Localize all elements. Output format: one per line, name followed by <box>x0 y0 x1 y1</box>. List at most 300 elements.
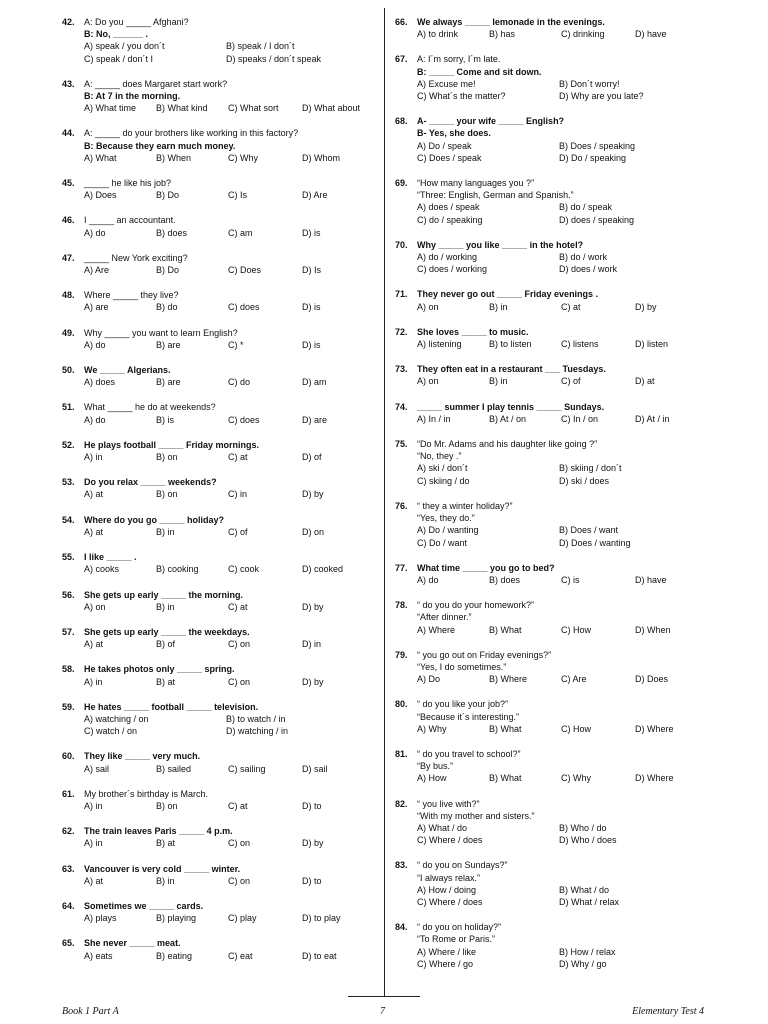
answer-option: C) Where / does <box>417 835 483 846</box>
question-body <box>417 698 715 735</box>
question-body <box>417 115 715 164</box>
question-body <box>84 663 374 687</box>
answer-option: C) skiing / do <box>417 475 470 486</box>
answer-option: D) by <box>302 489 324 500</box>
answer-option: D) What / relax <box>559 896 620 907</box>
question-text: B: _____ Come and sit down. <box>417 66 542 77</box>
answer-options <box>84 950 374 962</box>
answer-option: B) are <box>156 377 181 388</box>
question-item <box>395 401 715 425</box>
question-body <box>84 788 374 812</box>
answer-option: C) does <box>228 414 260 425</box>
answer-options <box>84 152 374 164</box>
question-item <box>62 127 370 164</box>
answer-option: C) on <box>228 639 251 650</box>
answer-option: A) do / working <box>417 252 478 263</box>
question-item <box>62 476 370 500</box>
question-text: “ they a winter holiday?” <box>417 500 513 511</box>
answer-option: A) What time <box>84 103 137 114</box>
answer-option: C) In / on <box>561 413 599 424</box>
answer-options <box>84 189 374 201</box>
question-body <box>84 825 374 849</box>
question-item <box>395 239 715 276</box>
question-text: “Three: English, German and Spanish.” <box>417 190 574 201</box>
answer-option: B) When <box>156 152 192 163</box>
answer-options <box>84 912 374 924</box>
answer-option: C) Is <box>228 190 247 201</box>
question-number: 58. <box>62 664 75 675</box>
question-number: 84. <box>395 922 408 933</box>
question-text: “Yes, I do sometimes.” <box>417 661 507 672</box>
question-number: 55. <box>62 552 75 563</box>
answer-option: D) is <box>302 227 321 238</box>
answer-option: B) skiing / don´t <box>559 463 622 474</box>
question-item <box>395 438 715 487</box>
answer-option: A) do <box>84 414 106 425</box>
question-body <box>84 551 374 575</box>
answer-option: B) does <box>489 574 521 585</box>
answer-option: A) listening <box>417 339 462 350</box>
answer-option: B) in <box>489 301 508 312</box>
question-body <box>417 438 715 487</box>
answer-option: B) do <box>156 302 178 313</box>
question-text: My brother´s birthday is March. <box>84 788 209 799</box>
question-text: A- _____ your wife _____ English? <box>417 116 565 127</box>
question-number: 69. <box>395 178 408 189</box>
question-text: “Do Mr. Adams and his daughter like going ?” <box>417 439 598 450</box>
answer-option: B) on <box>156 489 178 500</box>
answer-option: C) Where / go <box>417 958 474 969</box>
answer-option: B) Does / speaking <box>559 140 636 151</box>
answer-option: B) What kind <box>156 103 208 114</box>
answer-options <box>84 40 370 64</box>
question-body <box>84 863 374 887</box>
question-text: “No, they .” <box>417 451 462 462</box>
question-item <box>395 798 715 847</box>
question-text: Where do you go _____ holiday? <box>84 514 225 525</box>
question-body <box>84 750 374 774</box>
answer-option: D) by <box>302 676 324 687</box>
answer-option: B) on <box>156 452 178 463</box>
answer-option: B) eating <box>156 950 193 961</box>
question-text: Sometimes we _____ cards. <box>84 900 204 911</box>
answer-option: A) plays <box>84 913 117 924</box>
question-item <box>395 562 715 586</box>
answer-option: D) cooked <box>302 564 344 575</box>
question-number: 73. <box>395 364 408 375</box>
question-number: 72. <box>395 326 408 337</box>
answer-options <box>84 526 374 538</box>
answer-option: C) of <box>228 526 248 537</box>
answer-option: A) watching / on <box>84 713 149 724</box>
answer-option: D) Are <box>302 190 328 201</box>
question-number: 75. <box>395 439 408 450</box>
answer-options <box>84 227 374 239</box>
question-text: “With my mother and sisters.” <box>417 810 535 821</box>
answer-options <box>417 251 715 275</box>
answer-option: D) Why / go <box>559 958 607 969</box>
answer-option: D) to <box>302 800 322 811</box>
answer-option: C) Where / does <box>417 896 483 907</box>
answer-option: A) Why <box>417 723 447 734</box>
question-number: 57. <box>62 626 75 637</box>
answer-option: D) by <box>302 838 324 849</box>
question-item <box>395 500 715 549</box>
question-number: 70. <box>395 239 408 250</box>
question-body <box>417 599 715 636</box>
question-number: 60. <box>62 751 75 762</box>
answer-option: C) is <box>561 574 580 585</box>
answer-option: A) Where / like <box>417 946 477 957</box>
answer-option: C) Are <box>561 674 587 685</box>
answer-option: C) eat <box>228 950 253 961</box>
question-number: 49. <box>62 327 75 338</box>
question-item <box>62 551 370 575</box>
question-body <box>84 937 374 961</box>
question-item <box>62 937 370 961</box>
answer-options <box>84 376 374 388</box>
answer-option: A) do <box>417 574 439 585</box>
question-item <box>395 599 715 636</box>
question-text: They never go out _____ Friday evenings . <box>417 289 599 300</box>
answer-option: A) ski / don´t <box>417 463 468 474</box>
answer-options <box>417 946 715 970</box>
answer-option: B) at <box>156 838 176 849</box>
answer-option: C) What sort <box>228 103 279 114</box>
answer-option: C) speak / don´t I <box>84 53 154 64</box>
answer-option: D) at <box>635 376 655 387</box>
answer-option: D) is <box>302 339 321 350</box>
answer-option: B) to listen <box>489 339 532 350</box>
answer-option: B) on <box>156 800 178 811</box>
question-number: 76. <box>395 500 408 511</box>
answer-options <box>84 875 374 887</box>
question-text: They often eat in a restaurant ___ Tuesdays. <box>417 364 606 375</box>
answer-options <box>84 451 374 463</box>
answer-option: D) have <box>635 29 667 40</box>
question-body <box>417 53 715 102</box>
question-text: _____ New York exciting? <box>84 252 188 263</box>
question-text: “ do you do your homework?” <box>417 600 535 611</box>
answer-option: D) Why are you late? <box>559 91 644 102</box>
question-text: I like _____ . <box>84 552 137 563</box>
question-text: “ you live with?” <box>417 798 480 809</box>
answer-option: C) at <box>228 452 248 463</box>
answer-options <box>84 414 374 426</box>
answer-option: C) How <box>561 723 592 734</box>
question-text: “ you go out on Friday evenings?” <box>417 649 552 660</box>
question-item <box>395 53 715 102</box>
answer-options <box>84 763 374 775</box>
question-number: 44. <box>62 128 75 139</box>
question-body <box>84 476 374 500</box>
question-text: We always _____ lemonade in the evenings. <box>417 17 605 27</box>
answer-option: D) to <box>302 875 322 886</box>
answer-option: B) playing <box>156 913 197 924</box>
question-body <box>84 127 374 164</box>
question-text: She gets up early _____ the weekdays. <box>84 626 250 637</box>
answer-option: C) How <box>561 624 592 635</box>
question-item <box>62 78 370 115</box>
question-number: 77. <box>395 562 408 573</box>
answer-option: A) What <box>84 152 117 163</box>
answer-option: A) does / speak <box>417 202 480 213</box>
question-body <box>417 859 715 908</box>
answer-option: C) cook <box>228 564 260 575</box>
answer-option: B) at <box>156 676 176 687</box>
question-item <box>395 859 715 908</box>
question-number: 50. <box>62 365 75 376</box>
question-number: 66. <box>395 17 408 27</box>
question-body <box>417 326 715 350</box>
answer-option: A) at <box>84 526 104 537</box>
question-item <box>62 252 370 276</box>
answer-option: D) Who / does <box>559 835 617 846</box>
question-text: Vancouver is very cold _____ winter. <box>84 863 241 874</box>
answer-option: A) How <box>417 773 447 784</box>
answer-option: B) Who / do <box>559 822 607 833</box>
answer-option: A) Do / wanting <box>417 525 479 536</box>
answer-option: A) speak / you don´t <box>84 41 165 52</box>
answer-option: B) Do <box>156 265 180 276</box>
answer-option: D) does / speaking <box>559 214 635 225</box>
question-item <box>62 589 370 613</box>
answer-option: B) are <box>156 339 181 350</box>
question-body <box>417 748 715 785</box>
answer-option: D) by <box>635 301 657 312</box>
answer-option: D) speaks / don´t speak <box>226 53 322 64</box>
question-number: 56. <box>62 589 75 600</box>
answer-option: D) Is <box>302 265 321 276</box>
answer-option: C) watch / on <box>84 726 138 737</box>
question-number: 47. <box>62 252 75 263</box>
answer-options <box>417 338 715 350</box>
question-body <box>417 177 715 226</box>
question-text: B: At 7 in the morning. <box>84 91 181 102</box>
question-item <box>395 326 715 350</box>
footer-rule <box>348 996 420 997</box>
answer-option: B) Do <box>156 190 180 201</box>
question-item <box>395 288 715 312</box>
question-number: 67. <box>395 54 408 65</box>
answer-option: A) Does <box>84 190 117 201</box>
question-number: 46. <box>62 215 75 226</box>
answer-option: C) sailing <box>228 763 266 774</box>
answer-options <box>417 140 715 164</box>
question-number: 45. <box>62 178 75 189</box>
footer-test-label: Elementary Test 4 <box>632 1006 704 1017</box>
answer-option: A) on <box>417 376 439 387</box>
answer-option: B) Does / want <box>559 525 619 536</box>
question-text: B- Yes, she does. <box>417 128 491 139</box>
question-column-right <box>395 16 715 970</box>
answer-options <box>417 28 715 40</box>
question-item <box>62 327 370 351</box>
answer-option: D) by <box>302 601 324 612</box>
answer-option: A) Are <box>84 265 110 276</box>
answer-option: C) * <box>228 339 244 350</box>
answer-options <box>84 601 374 613</box>
column-divider <box>384 8 385 996</box>
question-item <box>395 363 715 387</box>
answer-option: D) in <box>302 639 322 650</box>
answer-options <box>84 713 370 737</box>
answer-option: B) At / on <box>489 413 527 424</box>
question-body <box>84 364 374 388</box>
question-body <box>84 589 374 613</box>
question-body <box>84 701 370 738</box>
answer-option: A) do <box>84 227 106 238</box>
answer-option: B) in <box>156 526 175 537</box>
question-item <box>62 16 370 65</box>
answer-option: D) Where <box>635 773 674 784</box>
answer-option: B) do / work <box>559 252 608 263</box>
answer-option: B) Where <box>489 674 528 685</box>
answer-option: B) in <box>156 875 175 886</box>
question-text: A: _____ do your brothers like working in this factory? <box>84 128 299 139</box>
question-number: 83. <box>395 860 408 871</box>
question-text: B: Because they earn much money. <box>84 140 236 151</box>
question-body <box>84 401 374 425</box>
answer-options <box>417 772 715 784</box>
answer-option: D) What about <box>302 103 361 114</box>
question-text: “To Rome or Paris.” <box>417 934 496 945</box>
question-item <box>62 177 370 201</box>
answer-option: D) Does <box>635 674 669 685</box>
answer-options <box>84 102 374 114</box>
question-item <box>62 750 370 774</box>
answer-option: A) in <box>84 800 103 811</box>
answer-option: D) sail <box>302 763 328 774</box>
answer-options <box>84 301 374 313</box>
question-text: “Yes, they do.” <box>417 513 475 524</box>
question-body <box>84 289 374 313</box>
answer-option: A) at <box>84 875 104 886</box>
question-text: What _____ he do at weekends? <box>84 402 216 413</box>
answer-option: B) What <box>489 723 522 734</box>
question-text: “ do you travel to school?” <box>417 748 521 759</box>
answer-option: C) at <box>228 800 248 811</box>
answer-options <box>417 822 715 846</box>
question-number: 62. <box>62 826 75 837</box>
question-body <box>417 798 715 847</box>
question-item <box>395 177 715 226</box>
question-number: 79. <box>395 649 408 660</box>
answer-option: D) is <box>302 302 321 313</box>
answer-option: B) of <box>156 639 176 650</box>
answer-option: A) on <box>84 601 106 612</box>
question-item <box>62 825 370 849</box>
question-body <box>84 177 374 201</box>
answer-option: A) in <box>84 452 103 463</box>
question-body <box>417 401 715 425</box>
question-number: 48. <box>62 290 75 301</box>
answer-options <box>84 264 374 276</box>
answer-options <box>417 723 715 735</box>
answer-option: D) does / work <box>559 264 618 275</box>
question-text: The train leaves Paris _____ 4 p.m. <box>84 826 233 837</box>
question-body <box>84 439 374 463</box>
question-text: They like _____ very much. <box>84 751 201 762</box>
answer-option: D) Do / speaking <box>559 152 627 163</box>
answer-option: A) In / in <box>417 413 451 424</box>
answer-option: B) do / speak <box>559 202 613 213</box>
question-item <box>62 439 370 463</box>
answer-options <box>417 673 715 685</box>
answer-option: C) drinking <box>561 29 605 40</box>
answer-options <box>417 462 715 486</box>
answer-option: D) Where <box>635 723 674 734</box>
question-number: 80. <box>395 699 408 710</box>
answer-option: A) does <box>84 377 116 388</box>
answer-options <box>417 413 715 425</box>
answer-option: B) does <box>156 227 188 238</box>
question-body <box>84 16 370 65</box>
answer-options <box>417 375 715 387</box>
question-item <box>62 289 370 313</box>
answer-option: C) on <box>228 875 251 886</box>
question-text: She gets up early _____ the morning. <box>84 589 244 600</box>
answer-options <box>84 638 374 650</box>
answer-option: C) at <box>561 301 581 312</box>
question-item <box>62 364 370 388</box>
question-text: She never _____ meat. <box>84 938 181 949</box>
question-number: 64. <box>62 900 75 911</box>
answer-options <box>417 624 715 636</box>
answer-option: D) are <box>302 414 328 425</box>
answer-option: A) to drink <box>417 29 459 40</box>
question-text: Where _____ they live? <box>84 290 179 301</box>
question-body <box>84 214 374 238</box>
question-number: 54. <box>62 514 75 525</box>
answer-option: D) to play <box>302 913 341 924</box>
question-item <box>62 214 370 238</box>
answer-option: B) What / do <box>559 884 610 895</box>
question-text: “I always relax.” <box>417 872 481 883</box>
question-text: A: Do you _____ Afghani? <box>84 17 189 27</box>
question-body <box>417 16 715 40</box>
question-item <box>62 900 370 924</box>
question-text: A: I´m sorry, I´m late. <box>417 54 501 65</box>
answer-options <box>84 339 374 351</box>
answer-option: B) speak / I don´t <box>226 41 295 52</box>
question-number: 82. <box>395 798 408 809</box>
question-text: “ do you like your job?” <box>417 699 509 710</box>
answer-option: C) does / working <box>417 264 488 275</box>
question-text: “ do you on Sundays?” <box>417 860 508 871</box>
question-column-left <box>62 16 370 962</box>
question-item <box>62 863 370 887</box>
question-body <box>84 900 374 924</box>
answer-option: A) at <box>84 639 104 650</box>
question-number: 68. <box>395 116 408 127</box>
question-body <box>84 514 374 538</box>
answer-option: D) Whom <box>302 152 340 163</box>
answer-options <box>84 563 374 575</box>
question-number: 51. <box>62 402 75 413</box>
answer-option: B) cooking <box>156 564 199 575</box>
question-body <box>417 363 715 387</box>
answer-options <box>84 837 374 849</box>
answer-option: A) sail <box>84 763 110 774</box>
footer-page-number: 7 <box>380 1006 385 1017</box>
answer-options <box>84 676 374 688</box>
answer-option: C) do <box>228 377 251 388</box>
answer-option: B) sailed <box>156 763 192 774</box>
answer-options <box>84 800 374 812</box>
question-item <box>395 698 715 735</box>
answer-options <box>417 574 715 586</box>
